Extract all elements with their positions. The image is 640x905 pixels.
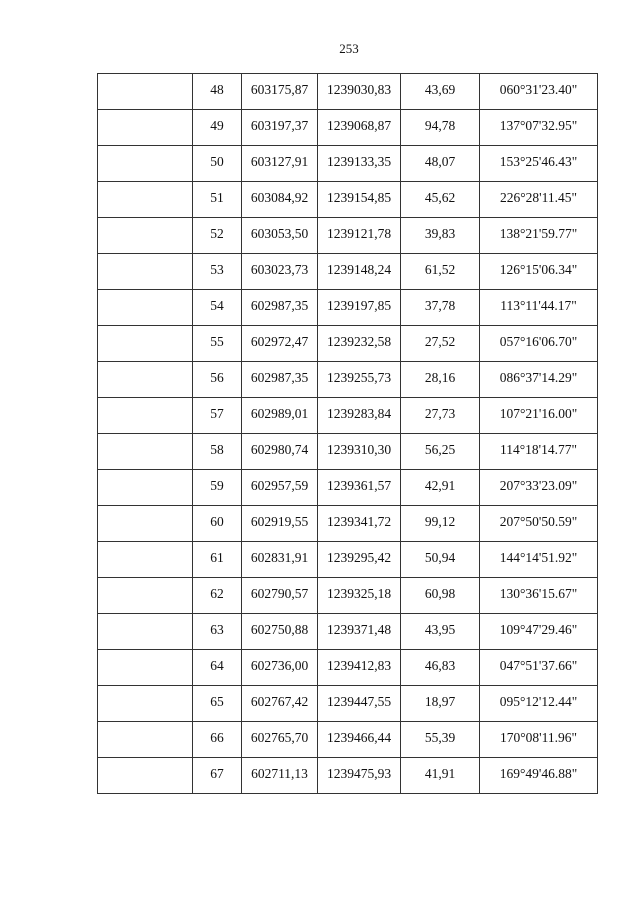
- direction-angle-cell: 207°50'50.59": [480, 506, 598, 542]
- direction-angle-cell: 126°15'06.34": [480, 254, 598, 290]
- table-row: [98, 758, 598, 794]
- direction-angle-cell: 144°14'51.92": [480, 542, 598, 578]
- y-coordinate-cell: 1239068,87: [318, 110, 401, 146]
- blank-cell: [98, 758, 193, 794]
- y-coordinate-cell: 1239232,58: [318, 326, 401, 362]
- y-coordinate-cell: 1239325,18: [318, 578, 401, 614]
- segment-length-cell: 94,78: [401, 110, 480, 146]
- point-number-cell: 61: [193, 542, 242, 578]
- x-coordinate-cell: 602972,47: [242, 326, 318, 362]
- blank-cell: [98, 290, 193, 326]
- segment-length-cell: 43,69: [401, 74, 480, 110]
- blank-cell: [98, 722, 193, 758]
- x-coordinate-cell: 602767,42: [242, 686, 318, 722]
- x-coordinate-cell: 602980,74: [242, 434, 318, 470]
- table-row: [98, 434, 598, 470]
- segment-length-cell: 42,91: [401, 470, 480, 506]
- y-coordinate-cell: 1239154,85: [318, 182, 401, 218]
- x-coordinate-cell: 603053,50: [242, 218, 318, 254]
- point-number-cell: 65: [193, 686, 242, 722]
- segment-length-cell: 39,83: [401, 218, 480, 254]
- x-coordinate-cell: 603023,73: [242, 254, 318, 290]
- blank-cell: [98, 506, 193, 542]
- direction-angle-cell: 060°31'23.40": [480, 74, 598, 110]
- segment-length-cell: 37,78: [401, 290, 480, 326]
- x-coordinate-cell: 602790,57: [242, 578, 318, 614]
- point-number-cell: 54: [193, 290, 242, 326]
- table-row: [98, 146, 598, 182]
- blank-cell: [98, 470, 193, 506]
- point-number-cell: 58: [193, 434, 242, 470]
- table-row: [98, 74, 598, 110]
- table-row: [98, 254, 598, 290]
- segment-length-cell: 45,62: [401, 182, 480, 218]
- point-number-cell: 51: [193, 182, 242, 218]
- blank-cell: [98, 146, 193, 182]
- y-coordinate-cell: 1239475,93: [318, 758, 401, 794]
- coordinates-table-body: [98, 74, 598, 794]
- y-coordinate-cell: 1239466,44: [318, 722, 401, 758]
- point-number-cell: 50: [193, 146, 242, 182]
- y-coordinate-cell: 1239121,78: [318, 218, 401, 254]
- y-coordinate-cell: 1239361,57: [318, 470, 401, 506]
- x-coordinate-cell: 602957,59: [242, 470, 318, 506]
- direction-angle-cell: 207°33'23.09": [480, 470, 598, 506]
- point-number-cell: 56: [193, 362, 242, 398]
- table-row: [98, 722, 598, 758]
- direction-angle-cell: 170°08'11.96": [480, 722, 598, 758]
- direction-angle-cell: 138°21'59.77": [480, 218, 598, 254]
- blank-cell: [98, 542, 193, 578]
- blank-cell: [98, 254, 193, 290]
- table-row: [98, 218, 598, 254]
- x-coordinate-cell: 603084,92: [242, 182, 318, 218]
- direction-angle-cell: 086°37'14.29": [480, 362, 598, 398]
- table-row: [98, 578, 598, 614]
- segment-length-cell: 43,95: [401, 614, 480, 650]
- point-number-cell: 48: [193, 74, 242, 110]
- direction-angle-cell: 226°28'11.45": [480, 182, 598, 218]
- x-coordinate-cell: 602711,13: [242, 758, 318, 794]
- x-coordinate-cell: 603175,87: [242, 74, 318, 110]
- table-row: [98, 614, 598, 650]
- point-number-cell: 53: [193, 254, 242, 290]
- x-coordinate-cell: 603127,91: [242, 146, 318, 182]
- direction-angle-cell: 095°12'12.44": [480, 686, 598, 722]
- direction-angle-cell: 047°51'37.66": [480, 650, 598, 686]
- x-coordinate-cell: 602831,91: [242, 542, 318, 578]
- point-number-cell: 67: [193, 758, 242, 794]
- y-coordinate-cell: 1239148,24: [318, 254, 401, 290]
- blank-cell: [98, 398, 193, 434]
- direction-angle-cell: 107°21'16.00": [480, 398, 598, 434]
- point-number-cell: 66: [193, 722, 242, 758]
- point-number-cell: 64: [193, 650, 242, 686]
- x-coordinate-cell: 602987,35: [242, 290, 318, 326]
- blank-cell: [98, 578, 193, 614]
- y-coordinate-cell: 1239255,73: [318, 362, 401, 398]
- table-row: [98, 110, 598, 146]
- segment-length-cell: 27,52: [401, 326, 480, 362]
- segment-length-cell: 46,83: [401, 650, 480, 686]
- y-coordinate-cell: 1239197,85: [318, 290, 401, 326]
- blank-cell: [98, 182, 193, 218]
- direction-angle-cell: 113°11'44.17": [480, 290, 598, 326]
- point-number-cell: 63: [193, 614, 242, 650]
- y-coordinate-cell: 1239133,35: [318, 146, 401, 182]
- segment-length-cell: 28,16: [401, 362, 480, 398]
- point-number-cell: 52: [193, 218, 242, 254]
- blank-cell: [98, 614, 193, 650]
- y-coordinate-cell: 1239412,83: [318, 650, 401, 686]
- x-coordinate-cell: 602989,01: [242, 398, 318, 434]
- blank-cell: [98, 74, 193, 110]
- y-coordinate-cell: 1239283,84: [318, 398, 401, 434]
- point-number-cell: 59: [193, 470, 242, 506]
- y-coordinate-cell: 1239310,30: [318, 434, 401, 470]
- x-coordinate-cell: 603197,37: [242, 110, 318, 146]
- direction-angle-cell: 130°36'15.67": [480, 578, 598, 614]
- point-number-cell: 62: [193, 578, 242, 614]
- table-row: [98, 542, 598, 578]
- point-number-cell: 60: [193, 506, 242, 542]
- table-row: [98, 398, 598, 434]
- point-number-cell: 55: [193, 326, 242, 362]
- y-coordinate-cell: 1239341,72: [318, 506, 401, 542]
- blank-cell: [98, 218, 193, 254]
- table-row: [98, 470, 598, 506]
- table-row: [98, 686, 598, 722]
- table-row: [98, 650, 598, 686]
- blank-cell: [98, 110, 193, 146]
- table-row: [98, 290, 598, 326]
- segment-length-cell: 27,73: [401, 398, 480, 434]
- direction-angle-cell: 153°25'46.43": [480, 146, 598, 182]
- page-number: 253: [339, 41, 359, 56]
- y-coordinate-cell: 1239030,83: [318, 74, 401, 110]
- direction-angle-cell: 109°47'29.46": [480, 614, 598, 650]
- segment-length-cell: 41,91: [401, 758, 480, 794]
- table-row: [98, 506, 598, 542]
- point-number-cell: 57: [193, 398, 242, 434]
- blank-cell: [98, 686, 193, 722]
- segment-length-cell: 99,12: [401, 506, 480, 542]
- direction-angle-cell: 057°16'06.70": [480, 326, 598, 362]
- coordinates-table: [97, 73, 598, 794]
- x-coordinate-cell: 602919,55: [242, 506, 318, 542]
- segment-length-cell: 48,07: [401, 146, 480, 182]
- x-coordinate-cell: 602736,00: [242, 650, 318, 686]
- table-row: [98, 326, 598, 362]
- table-row: [98, 182, 598, 218]
- y-coordinate-cell: 1239371,48: [318, 614, 401, 650]
- blank-cell: [98, 650, 193, 686]
- y-coordinate-cell: 1239295,42: [318, 542, 401, 578]
- x-coordinate-cell: 602765,70: [242, 722, 318, 758]
- blank-cell: [98, 434, 193, 470]
- table-row: [98, 362, 598, 398]
- direction-angle-cell: 169°49'46.88": [480, 758, 598, 794]
- segment-length-cell: 61,52: [401, 254, 480, 290]
- x-coordinate-cell: 602987,35: [242, 362, 318, 398]
- segment-length-cell: 18,97: [401, 686, 480, 722]
- x-coordinate-cell: 602750,88: [242, 614, 318, 650]
- segment-length-cell: 60,98: [401, 578, 480, 614]
- blank-cell: [98, 362, 193, 398]
- segment-length-cell: 55,39: [401, 722, 480, 758]
- blank-cell: [98, 326, 193, 362]
- point-number-cell: 49: [193, 110, 242, 146]
- y-coordinate-cell: 1239447,55: [318, 686, 401, 722]
- segment-length-cell: 56,25: [401, 434, 480, 470]
- direction-angle-cell: 114°18'14.77": [480, 434, 598, 470]
- segment-length-cell: 50,94: [401, 542, 480, 578]
- direction-angle-cell: 137°07'32.95": [480, 110, 598, 146]
